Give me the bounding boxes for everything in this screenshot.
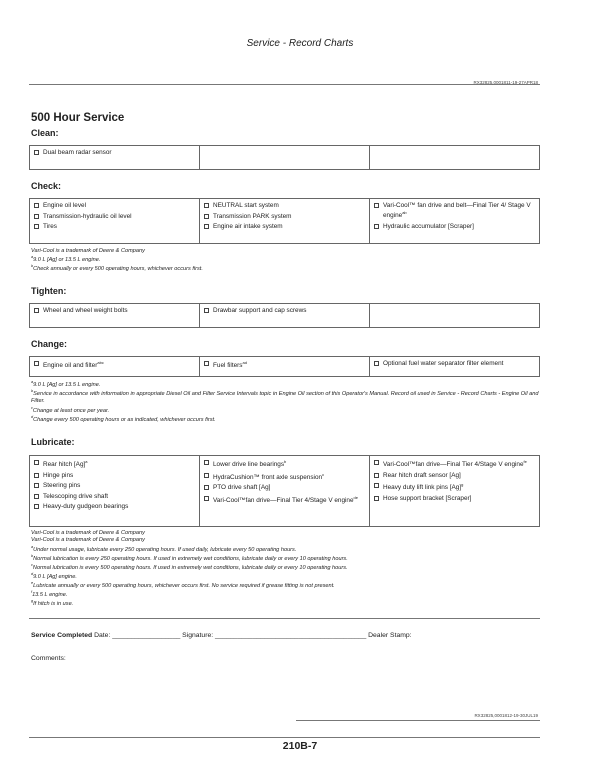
- footnote-marker: a: [31, 255, 34, 260]
- checklist-item-label: Steering pins: [43, 482, 81, 490]
- footnote-text: Vari-Cool is a trademark of Deere & Company: [31, 537, 145, 544]
- footnote-text: 9.0 L [Ag] or 13.5 L engine.: [33, 381, 101, 388]
- lubricate-col-3: [370, 456, 540, 527]
- footnote-text: Normal lubrication is every 500 operating hours. If used in extremely wet conditions, lubricate daily or every 10 operating hours.: [32, 564, 348, 571]
- footnote-text: Under normal usage, lubricate every 250 operating hours. If used daily, lubricate every 50 operating hours.: [33, 546, 297, 553]
- checklist-item: [374, 495, 535, 503]
- page-number: 210B-7: [282, 740, 318, 752]
- checklist-item-label: Fuel filters: [213, 362, 243, 369]
- checklist-item-label: Engine oil and filter: [43, 362, 98, 369]
- lubricate-col-2: [200, 456, 370, 527]
- checkbox-icon[interactable]: [204, 496, 209, 501]
- footnote-marker: b: [31, 264, 34, 269]
- checklist-item-label: PTO drive shaft [Ag]: [213, 484, 271, 492]
- lubricate-heading: Lubricate:: [31, 437, 75, 447]
- service-completed-label: Service Completed: [31, 632, 93, 639]
- checkbox-icon[interactable]: [34, 361, 39, 366]
- service-record-fields: Date: __________________ Signature: ________________________________________ Dealer Stamp:: [92, 632, 412, 639]
- checklist-item: [34, 213, 195, 221]
- checklist-item: [374, 459, 535, 469]
- header-rule: [29, 84, 540, 85]
- checkbox-icon[interactable]: [34, 483, 39, 488]
- footnote-marker: ad: [242, 360, 247, 365]
- checklist-item-label: Heavy duty lift link pins [Ag]: [383, 484, 462, 492]
- comments-label: Comments:: [31, 655, 66, 662]
- footnote: [31, 255, 551, 264]
- check-footnotes: [31, 248, 551, 274]
- clean-table: [29, 145, 540, 170]
- checklist-item-label: Vari-Cool™fan drive—Final Tier 4/Stage V engine: [213, 496, 354, 504]
- footnote-text: Vari-Cool is a trademark of Deere & Company: [31, 530, 145, 536]
- checkbox-icon[interactable]: [204, 485, 209, 490]
- checklist-item-label: Optional fuel water separator filter element: [383, 360, 504, 367]
- check-col-3: [370, 199, 540, 244]
- footnote-marker: ab: [402, 210, 407, 215]
- footnote-marker: b: [31, 389, 34, 394]
- lubricate-col-1: [30, 456, 200, 527]
- checklist-item: [34, 459, 195, 469]
- footnote-marker: g: [31, 599, 34, 604]
- checkbox-icon[interactable]: [374, 224, 379, 229]
- change-footnotes: [31, 380, 551, 424]
- footnote: [31, 572, 551, 581]
- bottom-ref-rule: [296, 720, 540, 721]
- checklist-item: [204, 360, 365, 370]
- checklist-item-label: Vari-Cool™fan drive—Final Tier 4/Stage V engine: [383, 461, 524, 468]
- footnote: [31, 599, 551, 608]
- checklist-item: [204, 459, 365, 469]
- footnote-text: Service in accordance with information in appropriate Diesel Oil and Filter Service Intervals topic in Engine Oil section of this Operator's Manual. Record oil used in Service - Record Charts - Engine Oil and Filter.: [31, 390, 539, 405]
- footnote-text: Vari-Cool is a trademark of Deere & Company: [31, 248, 145, 254]
- footnote-text: 9.0 L [Ag] engine.: [33, 573, 77, 580]
- footnote: [31, 581, 551, 590]
- footnote-text: If hitch is in use.: [33, 601, 74, 608]
- checkbox-icon[interactable]: [34, 150, 39, 155]
- footnote-marker: e: [31, 581, 34, 586]
- checklist-item-label: Transmission PARK system: [213, 212, 292, 220]
- checklist-item-label: Rear hitch draft sensor [Ag]: [383, 471, 461, 479]
- tighten-table: [29, 303, 540, 328]
- footnote-text: Normal lubrication is every 250 operating hours. If used in extremely wet conditions, lubricate daily or every 10 operating hours.: [33, 555, 348, 562]
- footnote-marker: c: [31, 562, 33, 567]
- footnote: [31, 554, 551, 563]
- top-reference-code: RX32825,0001811-19-27APR18: [473, 80, 538, 85]
- checklist-item: [374, 223, 535, 231]
- checkbox-icon[interactable]: [374, 473, 379, 478]
- checkbox-icon[interactable]: [34, 473, 39, 478]
- footnote-marker: d: [31, 414, 34, 419]
- footnote: [31, 530, 551, 537]
- tighten-heading: Tighten:: [31, 286, 67, 296]
- checklist-item: [204, 495, 365, 505]
- checklist-item-label: Wheel and wheel weight bolts: [43, 307, 128, 314]
- change-table: [29, 356, 540, 377]
- footnote: [31, 537, 551, 544]
- checkbox-icon[interactable]: [374, 361, 379, 366]
- footnote-marker: de: [353, 494, 358, 500]
- checklist-item: [34, 307, 195, 315]
- checkbox-icon[interactable]: [204, 214, 209, 219]
- checklist-item: [34, 360, 195, 370]
- footnote: [31, 389, 551, 405]
- checklist-item-label: Engine air intake system: [213, 223, 283, 231]
- checkbox-icon[interactable]: [204, 203, 209, 208]
- checklist-item-label: Hinge pins: [43, 471, 74, 479]
- checklist-item: [34, 149, 195, 157]
- checklist-item: [204, 484, 365, 492]
- footnote: [31, 590, 551, 599]
- checkbox-icon[interactable]: [34, 224, 39, 229]
- checkbox-icon[interactable]: [204, 308, 209, 313]
- footnote: [31, 563, 551, 572]
- check-col-1: [30, 199, 200, 244]
- checklist-item: [204, 307, 365, 315]
- check-heading: Check:: [31, 181, 62, 191]
- checkbox-icon[interactable]: [204, 361, 209, 366]
- checkbox-icon[interactable]: [34, 460, 39, 465]
- clean-col-3: [370, 146, 540, 170]
- lubricate-table: [29, 455, 540, 527]
- footnote-text: Check annually or every 500 operating hours, whichever occurs first.: [33, 266, 203, 273]
- change-col-2: [200, 357, 370, 377]
- footnote-marker: abc: [97, 360, 104, 365]
- footnote: [31, 248, 551, 255]
- checklist-item-label: Hose support bracket [Scraper]: [383, 494, 472, 502]
- checkbox-icon[interactable]: [204, 224, 209, 229]
- footnote-marker: a: [85, 459, 88, 464]
- checklist-item-label: Transmission-hydraulic oil level: [43, 212, 132, 220]
- footnote-marker: g: [461, 482, 464, 488]
- checklist-item: [374, 202, 535, 220]
- footnote-text: 13.5 L engine.: [32, 592, 68, 599]
- checklist-item: [204, 202, 365, 210]
- footnote: [31, 545, 551, 554]
- clean-heading: Clean:: [31, 128, 59, 138]
- checklist-item: [34, 482, 195, 490]
- checklist-item-label: Vari-Cool™ fan drive and belt—Final Tier 4/ Stage V engine: [383, 202, 531, 219]
- checklist-item-label: Heavy-duty gudgeon bearings: [43, 503, 129, 511]
- checklist-item: [34, 503, 195, 511]
- footnote: [31, 415, 551, 424]
- change-col-1: [30, 357, 200, 377]
- lubricate-footnotes: [31, 530, 551, 608]
- checklist-item: [374, 472, 535, 480]
- checkbox-icon[interactable]: [374, 483, 379, 488]
- footnote-marker: a: [31, 544, 34, 549]
- footnote-marker: a: [31, 380, 34, 384]
- checklist-item-label: Telescoping drive shaft: [43, 492, 109, 500]
- checkbox-icon[interactable]: [34, 203, 39, 208]
- checkbox-icon[interactable]: [34, 308, 39, 313]
- checkbox-icon[interactable]: [374, 203, 379, 208]
- check-col-2: [200, 199, 370, 244]
- checklist-item: [374, 360, 535, 368]
- checklist-item-label: Dual beam radar sensor: [43, 149, 112, 156]
- footnote: [31, 264, 551, 273]
- checklist-item-label: HydraCushion™ front axle suspension: [213, 473, 323, 481]
- checkbox-icon[interactable]: [34, 214, 39, 219]
- footnote-marker: c: [31, 405, 33, 410]
- footnote-marker: fe: [523, 459, 527, 464]
- page-header-title: Service - Record Charts: [246, 38, 354, 49]
- section-title: 500 Hour Service: [31, 112, 125, 124]
- checklist-item-label: Rear hitch [Ag]: [43, 461, 86, 468]
- change-col-3: [370, 357, 540, 377]
- footnote: [31, 406, 551, 415]
- footnote-text: Lubricate annually or every 500 operating hours, whichever occurs first. No service required if grease fitting is not present.: [33, 582, 335, 589]
- tighten-col-3: [370, 304, 540, 328]
- checklist-item: [34, 223, 195, 231]
- checklist-item: [204, 472, 365, 482]
- footnote-marker: b: [31, 553, 34, 558]
- checklist-item-label: Drawbar support and cap screws: [213, 307, 307, 314]
- record-rule: [29, 618, 540, 619]
- footnote-marker: c: [322, 471, 325, 477]
- footnote: [31, 380, 551, 389]
- check-table: [29, 198, 540, 244]
- footnote-text: Change at least once per year.: [32, 407, 110, 414]
- checkbox-icon[interactable]: [374, 496, 379, 501]
- change-heading: Change:: [31, 339, 67, 349]
- checklist-item: [374, 482, 535, 492]
- footnote-marker: d: [31, 571, 34, 576]
- checkbox-icon[interactable]: [374, 460, 379, 465]
- footnote-text: Change every 500 operating hours or as indicated, whichever occurs first.: [33, 416, 216, 423]
- footnote-text: 9.0 L [Ag] or 13.5 L engine.: [33, 257, 101, 264]
- checklist-item: [204, 223, 365, 231]
- checklist-item-label: NEUTRAL start system: [213, 202, 279, 209]
- checklist-item: [204, 213, 365, 221]
- footnote-marker: b: [284, 459, 287, 464]
- checklist-item-label: Engine oil level: [43, 202, 86, 209]
- tighten-col-1: [30, 304, 200, 328]
- bottom-reference-code: RX32825,0001812-19-30JUL19: [474, 713, 538, 718]
- tighten-col-2: [200, 304, 370, 328]
- checklist-item: [34, 493, 195, 501]
- checkbox-icon[interactable]: [34, 504, 39, 509]
- service-completed-line: [31, 632, 412, 639]
- checklist-item: [34, 202, 195, 210]
- checkbox-icon[interactable]: [204, 473, 209, 478]
- checklist-item-label: Tires: [43, 223, 57, 231]
- footnote-marker: f: [31, 590, 33, 595]
- checkbox-icon[interactable]: [204, 460, 209, 465]
- clean-col-1: [30, 146, 200, 170]
- clean-col-2: [200, 146, 370, 170]
- footer-rule: [29, 737, 540, 738]
- checklist-item-label: Hydraulic accumulator [Scraper]: [383, 222, 474, 230]
- checklist-item: [34, 472, 195, 480]
- checkbox-icon[interactable]: [34, 494, 39, 499]
- checklist-item-label: Lower drive line bearings: [213, 461, 285, 468]
